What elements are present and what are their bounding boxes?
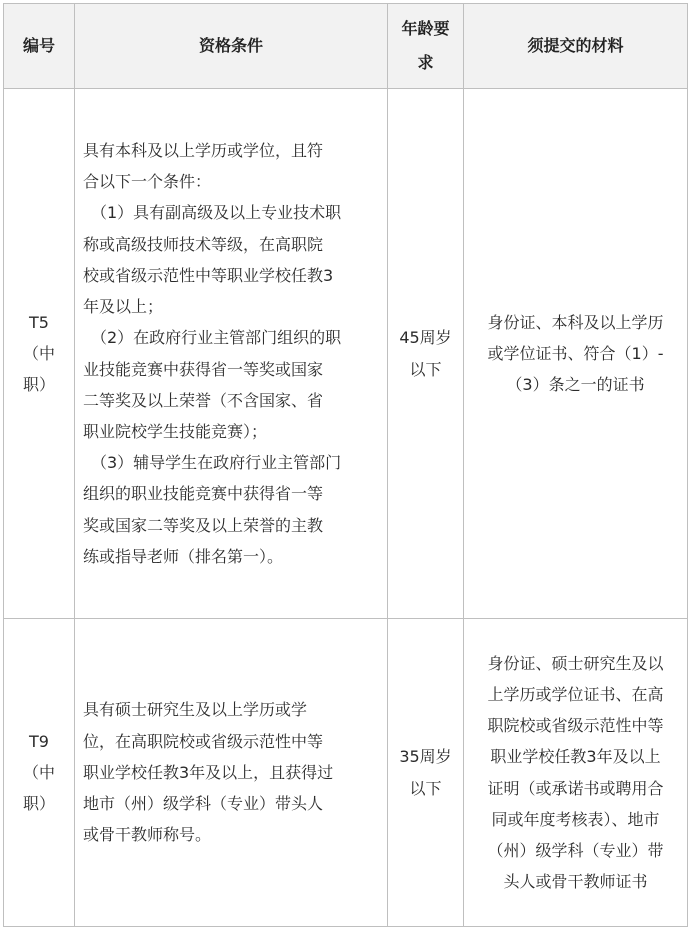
condition-line: 练或指导老师（排名第一）。 — [83, 546, 284, 566]
condition-line: （3）辅导学生在政府行业主管部门 — [91, 453, 342, 473]
row-id-line: 职） — [22, 794, 55, 814]
condition-line: 地市（州）级学科（专业）带头人 — [83, 794, 324, 814]
age-line: 以下 — [409, 359, 442, 379]
row-id-cell — [4, 89, 75, 619]
condition-line: 具有本科及以上学历或学位，且符 — [83, 141, 324, 161]
materials-line: 上学历或学位证书、在高 — [487, 684, 664, 704]
age-line: 45周岁 — [399, 328, 452, 348]
condition-line: 称或高级技师技术等级，在高职院 — [83, 234, 324, 254]
materials-line: 或学位证书、符合（1）- — [487, 343, 664, 363]
row-id-line: 职） — [22, 375, 55, 395]
row-condition-cell — [75, 619, 388, 927]
header-condition — [75, 4, 388, 89]
condition-line: 职业院校学生技能竞赛）； — [83, 421, 268, 441]
materials-line: 同或年度考核表）、地市 — [491, 809, 660, 829]
condition-line: 具有硕士研究生及以上学历或学 — [83, 700, 308, 720]
header-age-line: 求 — [417, 53, 434, 72]
condition-line: 合以下一个条件： — [83, 172, 212, 192]
header-id-line: 编号 — [22, 36, 55, 55]
materials-line: （州）级学科（专业）带 — [487, 840, 664, 860]
row-id-cell — [4, 619, 75, 927]
condition-line: 职业学校任教3年及以上，且获得过 — [83, 762, 334, 782]
table-row-t9 — [4, 619, 688, 927]
row-materials-cell — [464, 619, 688, 927]
header-age-line: 年龄要 — [401, 19, 450, 38]
materials-line: 身份证、本科及以上学历 — [487, 312, 664, 332]
header-materials-line: 须提交的材料 — [527, 36, 624, 55]
header-age — [388, 4, 464, 89]
materials-line: 职业学校任教3年及以上 — [490, 747, 661, 767]
row-materials-cell — [464, 89, 688, 619]
materials-line: 身份证、硕士研究生及以 — [487, 653, 664, 673]
condition-line: 校或省级示范性中等职业学校任教3 — [83, 265, 334, 285]
condition-line: 年及以上； — [83, 297, 164, 317]
header-condition-line: 资格条件 — [198, 36, 263, 55]
condition-line: 组织的职业技能竞赛中获得省一等 — [83, 484, 324, 504]
header-materials — [464, 4, 688, 89]
header-row — [4, 4, 688, 89]
condition-line: 二等奖及以上荣誉（不含国家、省 — [83, 390, 324, 410]
materials-line: 证明（或承诺书或聘用合 — [487, 778, 664, 798]
materials-line: 头人或骨干教师证书 — [503, 872, 648, 892]
age-line: 35周岁 — [399, 747, 452, 767]
condition-line: （2）在政府行业主管部门组织的职 — [91, 328, 342, 348]
row-age-cell — [388, 619, 464, 927]
row-condition-cell — [75, 89, 388, 619]
materials-line: （3）条之一的证书 — [506, 375, 645, 395]
condition-line: （1）具有副高级及以上专业技术职 — [91, 203, 342, 223]
row-age-cell — [388, 89, 464, 619]
condition-line: 或骨干教师称号。 — [83, 825, 212, 845]
header-id — [4, 4, 75, 89]
condition-line: 位，在高职院校或省级示范性中等 — [83, 731, 324, 751]
materials-line: 职院校或省级示范性中等 — [487, 716, 664, 736]
row-id-line: （中 — [22, 762, 55, 782]
age-line: 以下 — [409, 778, 442, 798]
row-id-line: （中 — [22, 343, 55, 363]
row-id-line: T5 — [29, 312, 49, 332]
qualification-table — [3, 3, 688, 927]
row-id-line: T9 — [29, 731, 49, 751]
condition-line: 奖或国家二等奖及以上荣誉的主教 — [83, 515, 324, 535]
condition-line: 业技能竞赛中获得省一等奖或国家 — [83, 359, 324, 379]
table-row-t5 — [4, 89, 688, 619]
